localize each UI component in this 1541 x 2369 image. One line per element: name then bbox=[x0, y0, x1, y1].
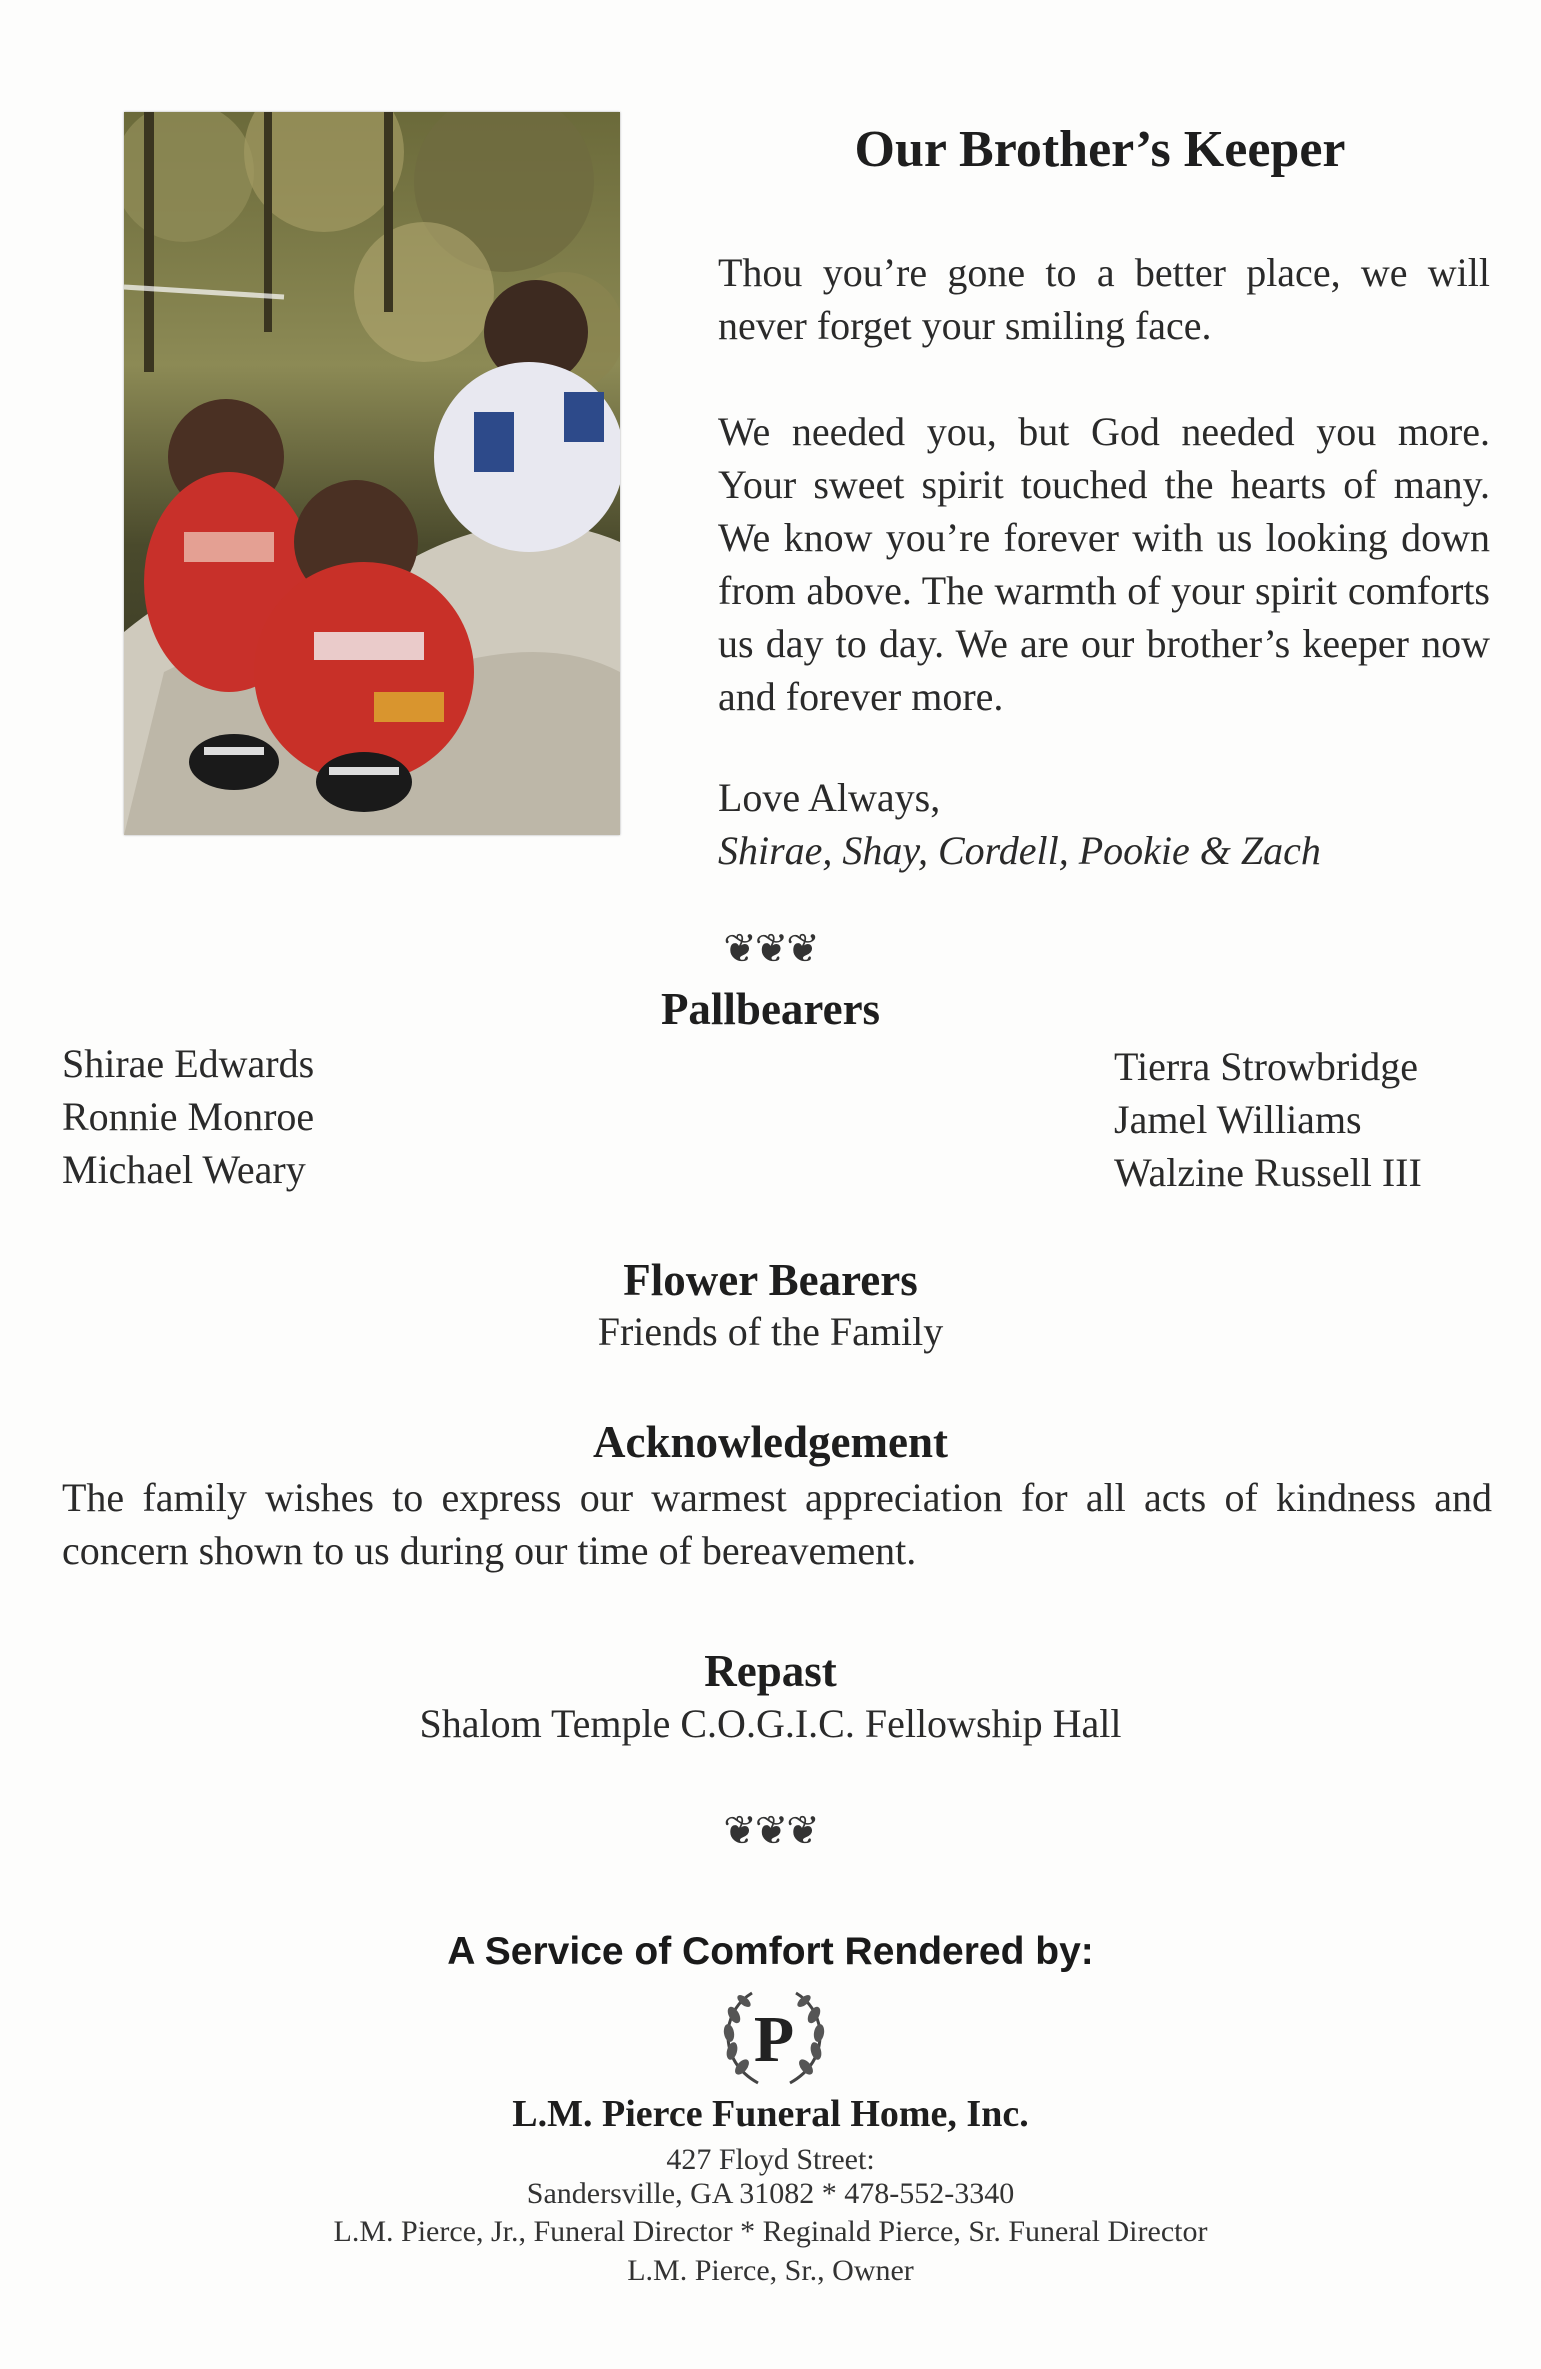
funeral-home-owner: L.M. Pierce, Sr., Owner bbox=[627, 2254, 914, 2287]
pallbearer-name: Jamel Williams bbox=[1114, 1097, 1362, 1142]
poem-closing: Love Always, bbox=[718, 775, 941, 820]
children-photo-image bbox=[124, 112, 620, 835]
poem-paragraph-2: We needed you, but God needed you more. Your sweet spirit touched the hearts of many. We know you’re forever with us looking down from above. The warmth of your spirit comforts us day to day. We are our brother’s keeper now and forever more. bbox=[718, 409, 1490, 719]
funeral-home-name: L.M. Pierce Funeral Home, Inc. bbox=[512, 2093, 1029, 2135]
logo-letter: P bbox=[753, 2003, 795, 2076]
family-photo bbox=[124, 112, 620, 835]
pallbearers-left-list bbox=[62, 1037, 314, 1196]
pallbearer-name: Ronnie Monroe bbox=[62, 1094, 315, 1139]
repast-heading: Repast bbox=[704, 1646, 837, 1696]
funeral-home-city-phone: Sandersville, GA 31082 * 478-552-3340 bbox=[526, 2177, 1015, 2210]
flower-bearers-text: Friends of the Family bbox=[597, 1309, 944, 1354]
pallbearer-name: Michael Weary bbox=[62, 1147, 306, 1192]
ornament-divider-icon: ❦❦❦ bbox=[723, 1808, 818, 1853]
pallbearer-name: Tierra Strowbridge bbox=[1114, 1044, 1419, 1089]
repast-location: Shalom Temple C.O.G.I.C. Fellowship Hall bbox=[419, 1701, 1122, 1746]
acknowledgement-heading: Acknowledgement bbox=[593, 1417, 948, 1467]
acknowledgement-text: The family wishes to express our warmest appreciation for all acts of kindness and concern shown to us during our time of bereavement. bbox=[62, 1475, 1492, 1573]
pallbearers-heading: Pallbearers bbox=[660, 984, 881, 1034]
poem-paragraph-1: Thou you’re gone to a better place, we will never forget your smiling face. bbox=[718, 250, 1490, 348]
ornament-divider-icon: ❦❦❦ bbox=[723, 926, 818, 971]
pallbearer-name: Walzine Russell III bbox=[1114, 1150, 1422, 1195]
funeral-home-directors: L.M. Pierce, Jr., Funeral Director * Reginald Pierce, Sr. Funeral Director bbox=[333, 2215, 1208, 2248]
service-line: A Service of Comfort Rendered by: bbox=[447, 1930, 1094, 1973]
funeral-home-logo-icon bbox=[718, 1985, 830, 2091]
poem-title: Our Brother’s Keeper bbox=[854, 121, 1346, 178]
pallbearer-name: Shirae Edwards bbox=[62, 1041, 315, 1086]
funeral-home-street: 427 Floyd Street: bbox=[666, 2143, 875, 2176]
pallbearers-right-list bbox=[1114, 1040, 1422, 1199]
poem-signature: Shirae, Shay, Cordell, Pookie & Zach bbox=[718, 828, 1321, 873]
flower-bearers-heading: Flower Bearers bbox=[623, 1255, 918, 1305]
